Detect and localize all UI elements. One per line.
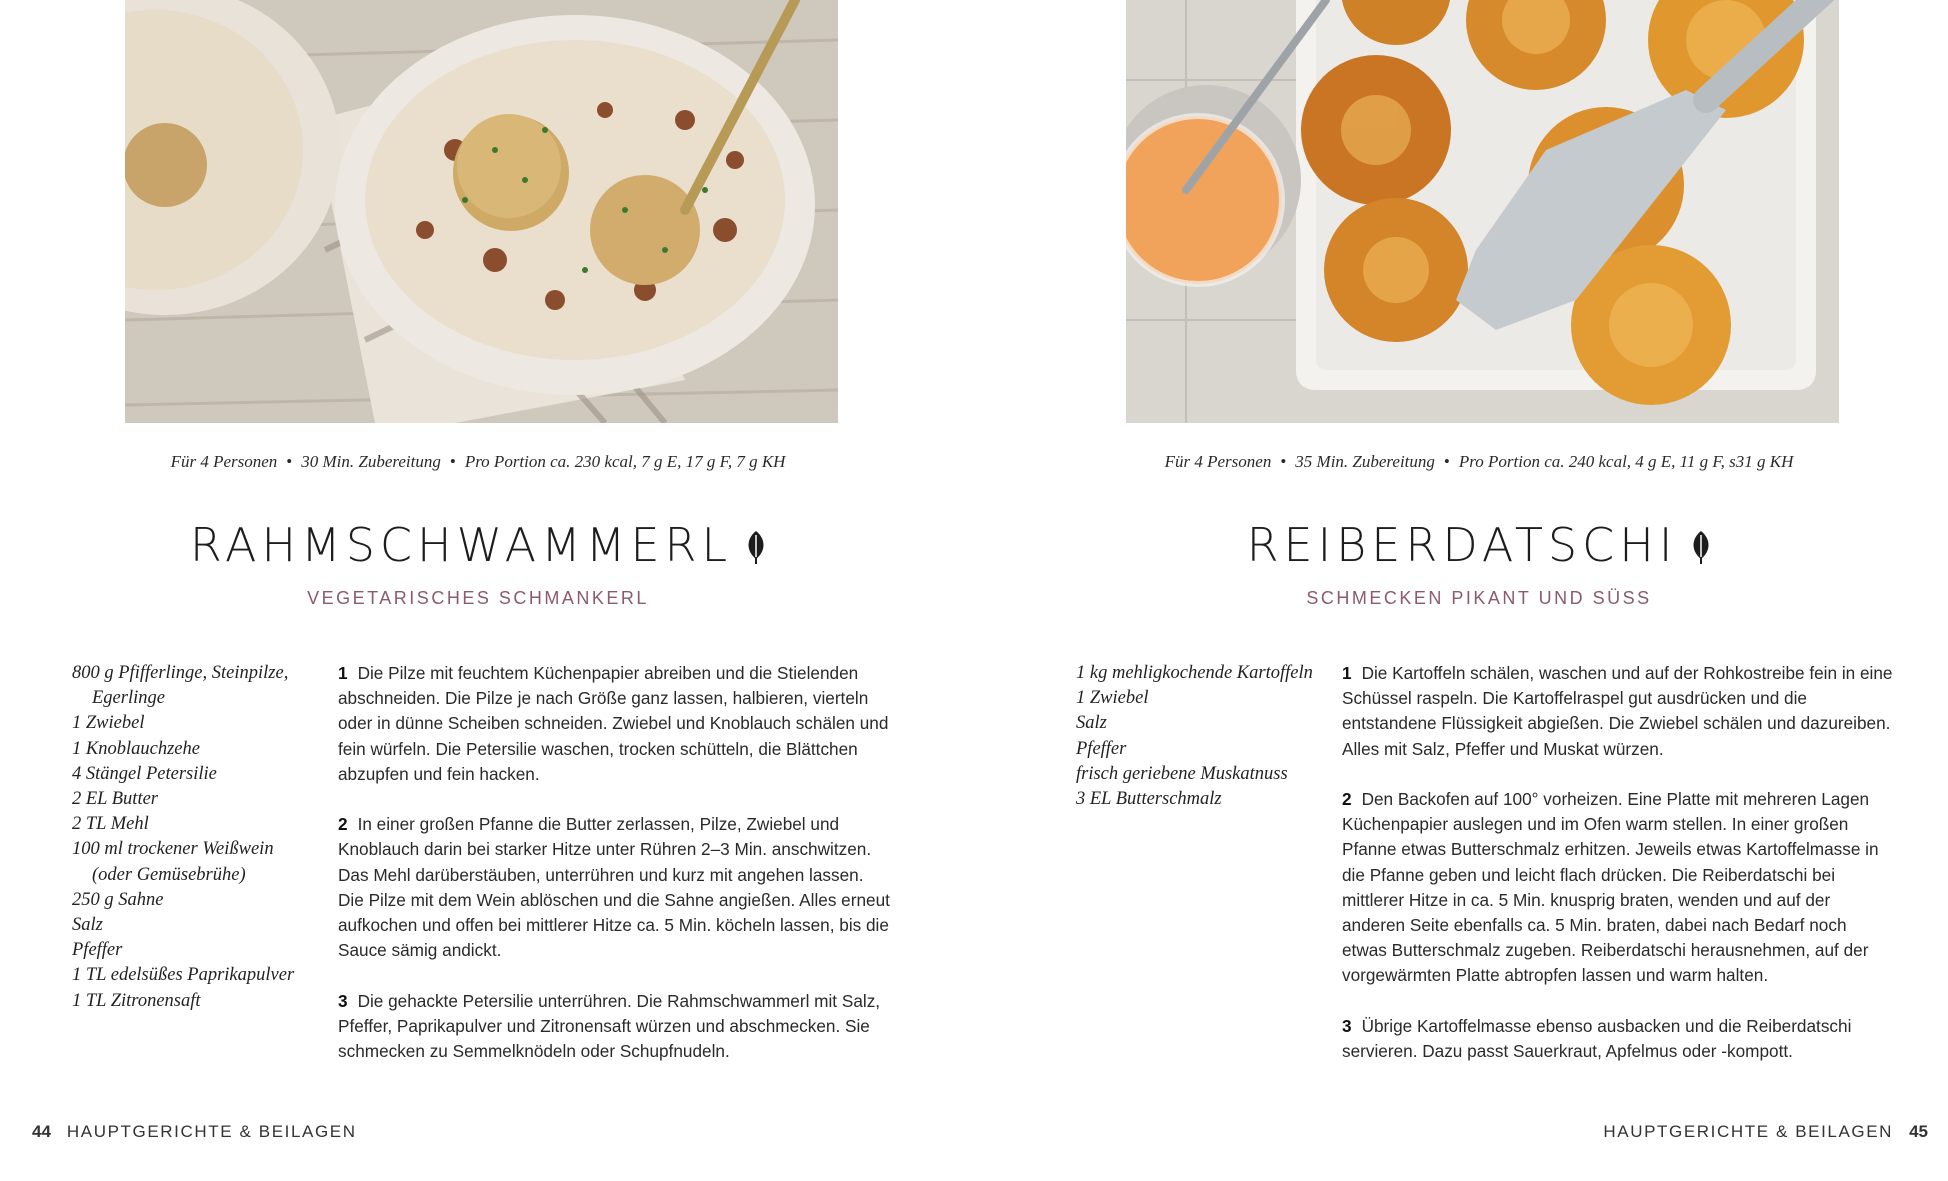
ingredient-item: 2 TL Mehl: [72, 814, 149, 835]
recipe-subtitle: VEGETARISCHES SCHMANKERL: [307, 588, 649, 608]
ingredient-item: 800 g Pfifferlinge, Steinpilze, Egerlinge: [72, 663, 289, 709]
section-title: HAUPTGERICHTE & BEILAGEN: [66, 1122, 357, 1141]
recipe-title-text: RAHMSCHWAMMERL: [189, 518, 733, 572]
ingredient-item: 4 Stängel Petersilie: [72, 763, 217, 784]
servings: Für 4 Personen: [1164, 452, 1272, 471]
ingredient-item: Salz: [72, 915, 103, 936]
servings: Für 4 Personen: [170, 452, 278, 471]
ingredient-item: 1 Knoblauchzehe: [72, 738, 200, 759]
step-text: In einer großen Pfanne die Butter zerlassen, Pilze, Zwiebel und Knoblauch darin bei starker Hitze unter Rühren 2–3 Min. anschwitzen. Das Mehl darüberstäuben, unterrühren und kurz mit angehen lassen. Die Pilze mit dem Wein ablöschen und die Sahne angießen. Alles erneut aufkochen und offen bei mittlerer Hitze ca. 5 Min. köcheln lassen, bis die Sauce sämig andickt.: [338, 814, 890, 961]
ingredient-list: [1076, 661, 1316, 812]
recipe-meta: [1029, 452, 1929, 472]
separator-dot-icon: •: [449, 452, 456, 471]
separator-dot-icon: •: [1443, 452, 1450, 471]
reiberdatschi-photo: [1126, 0, 1839, 423]
step-number: 1: [338, 663, 348, 683]
step-number: 2: [1342, 789, 1352, 809]
prep-time: 30 Min. Zubereitung: [301, 452, 441, 471]
ingredient-list: [72, 661, 312, 1014]
ingredient-item: Pfeffer: [1076, 738, 1127, 759]
page-number: 44: [32, 1122, 51, 1141]
step-number: 3: [338, 990, 348, 1011]
recipe-title-text: REIBERDATSCHI: [1246, 518, 1678, 572]
vegetarian-leaf-icon: [746, 522, 766, 576]
step-number: 1: [1342, 663, 1352, 683]
step: [1342, 1014, 1896, 1064]
step: [1342, 787, 1896, 989]
step-text: Die gehackte Petersilie unterrühren. Die Rahmschwammerl mit Salz, Pfeffer, Paprikapulver und Zitronensaft würzen und abschmecken. Sie schmecken zu Semmelknödeln oder Schupfnudeln.: [338, 990, 881, 1062]
rahmschwammerl-photo: [125, 0, 838, 423]
instruction-steps: [1342, 661, 1896, 1089]
step-text: Die Pilze mit feuchtem Küchenpapier abreiben und die Stielenden abschneiden. Die Pilze je nach Größe ganz lassen, halbieren, vierteln oder in dünne Scheiben schneiden. Zwiebel und Knoblauch schälen und fein würfeln. Die Petersilie waschen, trocken schütteln, die Blättchen abzupfen und fein hacken.: [338, 663, 889, 784]
nutrition: Pro Portion ca. 230 kcal, 7 g E, 17 g F, 7 g KH: [464, 452, 786, 471]
page-footer-right: [1603, 1122, 1928, 1142]
prep-time: 35 Min. Zubereitung: [1295, 452, 1435, 471]
ingredient-item: 1 Zwiebel: [1076, 688, 1149, 709]
page-footer-left: [32, 1122, 357, 1142]
step: [338, 812, 890, 963]
nutrition: Pro Portion ca. 240 kcal, 4 g E, 11 g F, s31 g KH: [1458, 452, 1794, 471]
vegetarian-leaf-icon: [1691, 522, 1711, 576]
step-text: Übrige Kartoffelmasse ebenso ausbacken und die Reiberdatschi servieren. Dazu passt Sauerkraut, Apfelmus oder -kompott.: [1342, 1015, 1852, 1062]
page-number: 45: [1909, 1122, 1928, 1141]
recipe-subtitle: SCHMECKEN PIKANT UND SÜSS: [1306, 588, 1652, 608]
ingredient-item: 3 EL Butterschmalz: [1076, 789, 1222, 810]
recipe-title: [28, 518, 928, 576]
recipe-title: [1029, 518, 1929, 576]
step-text: Den Backofen auf 100° vorheizen. Eine Platte mit mehreren Lagen Küchenpapier auslegen und im Ofen warm stellen. In einer großen Pfanne etwas Butterschmalz erhitzen. Jeweils etwas Kartoffelmasse in die Pfanne geben und leicht flach drücken. Die Reiberdatschi bei mittlerer Hitze in ca. 5 Min. knusprig braten, wenden und auf der anderen Seite ebenfalls ca. 5 Min. braten, dabei nach Bedarf noch etwas Butterschmalz zugeben. Reiberdatschi herausnehmen, auf der vorgewärmten Platte abtropfen lassen und warm halten.: [1342, 789, 1879, 986]
step-number: 3: [1342, 1015, 1352, 1036]
section-title: HAUPTGERICHTE & BEILAGEN: [1603, 1122, 1894, 1141]
ingredient-item: 1 TL edelsüßes Paprikapulver: [72, 965, 295, 986]
step: [338, 661, 890, 787]
ingredient-item: 250 g Sahne: [72, 889, 164, 910]
ingredient-item: 1 TL Zitronensaft: [72, 990, 201, 1011]
ingredient-item: 1 Zwiebel: [72, 713, 145, 734]
instruction-steps: [338, 661, 890, 1089]
separator-dot-icon: •: [286, 452, 293, 471]
recipe-meta: [28, 452, 928, 472]
step-text: Die Kartoffeln schälen, waschen und auf der Rohkostreibe fein in eine Schüssel raspeln. Die Kartoffelraspel gut ausdrücken und die entstandene Flüssigkeit abgießen. Die Zwiebel schälen und dazureiben. Alles mit Salz, Pfeffer und Muskat würzen.: [1342, 663, 1893, 759]
ingredient-item: Salz: [1076, 713, 1107, 734]
step: [1342, 661, 1896, 762]
step-number: 2: [338, 814, 348, 835]
ingredient-item: 100 ml trockener Weißwein (oder Gemüsebrühe): [72, 839, 274, 885]
ingredient-item: frisch geriebene Muskatnuss: [1076, 763, 1288, 784]
ingredient-item: Pfeffer: [72, 940, 123, 961]
ingredient-item: 2 EL Butter: [72, 789, 158, 810]
separator-dot-icon: •: [1280, 452, 1287, 471]
step: [338, 989, 890, 1065]
ingredient-item: 1 kg mehligkochende Kartoffeln: [1076, 663, 1313, 683]
